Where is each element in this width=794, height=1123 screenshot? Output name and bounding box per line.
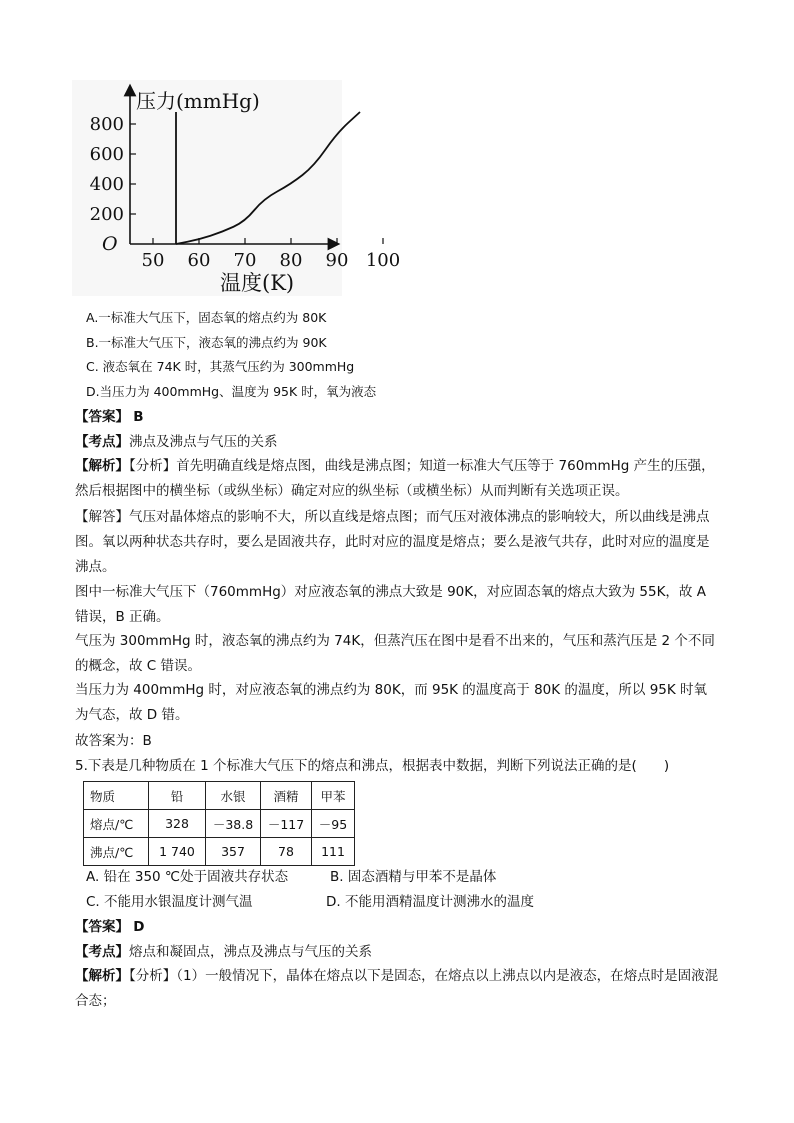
answer-value: B (133, 409, 144, 425)
table-cell: －117 (261, 810, 312, 838)
q4-answer (75, 407, 144, 427)
fenxi-text: （1）一般情况下，晶体在熔点以下是固态，在熔点以上沸点以内是液态，在熔点时是固液混合态； (75, 968, 719, 1009)
table-cell: 沸点/℃ (84, 838, 149, 866)
kaodian-tag: 【考点】 (75, 944, 129, 960)
kaodian-text: 熔点和凝固点，沸点及沸点与气压的关系 (129, 944, 372, 960)
q4-option-a: A.一标准大气压下，固态氧的熔点约为 80K (86, 310, 327, 325)
table-cell: 水银 (206, 782, 261, 810)
q5-kaodian (75, 942, 372, 962)
x-tick-label: 60 (187, 250, 211, 271)
jieda-tag: 【解答】 (75, 509, 129, 525)
q4-solution (75, 505, 720, 580)
q4-option-b: B.一标准大气压下，液态氧的沸点约为 90K (86, 335, 327, 350)
q4-paragraph-2: 图中一标准大气压下（760mmHg）对应液态氧的沸点大致是 90K，对应固态氧的熔点大致为 55K，故 A 错误，B 正确。 (75, 584, 706, 625)
fenxi-tag: 【分析】 (129, 968, 177, 984)
fenxi-tag: 【分析】 (129, 458, 177, 474)
x-tick-label: 80 (279, 250, 303, 271)
table-header-row (84, 782, 355, 810)
table-cell: 328 (149, 810, 206, 838)
q5-option-b: B. 固态酒精与甲苯不是晶体 (330, 869, 497, 885)
q4-option-d: D.当压力为 400mmHg、温度为 95K 时，氧为液态 (86, 384, 377, 399)
x-tick-label: 100 (365, 250, 401, 271)
table-cell: －95 (312, 810, 355, 838)
answer-value: D (133, 919, 145, 935)
chart-svg (72, 80, 401, 296)
table-cell: 酒精 (261, 782, 312, 810)
table-cell: 熔点/℃ (84, 810, 149, 838)
fenxi-text: 首先明确直线是熔点图，曲线是沸点图；知道一标准大气压等于 760mmHg 产生的压强，然后根据图中的横坐标（或纵坐标）确定对应的纵坐标（或横坐标）从而判断有关选项正误。 (75, 458, 715, 499)
q5-stem: 5.下表是几种物质在 1 个标准大气压下的熔点和沸点，根据表中数据，判断下列说法正确的是( ) (75, 758, 670, 774)
melting-boiling-table (83, 781, 355, 866)
pressure-temperature-chart (72, 80, 401, 296)
q5-option-a: A. 铅在 350 ℃处于固液共存状态 (86, 869, 289, 885)
table-cell: 铅 (149, 782, 206, 810)
q4-option-c: C. 液态氧在 74K 时，其蒸气压约为 300mmHg (86, 359, 355, 374)
table-cell: 物质 (84, 782, 149, 810)
table-cell: －38.8 (206, 810, 261, 838)
table-row (84, 838, 355, 866)
jiexi-tag: 【解析】 (75, 968, 129, 984)
jieda-text: 气压对晶体熔点的影响不大，所以直线是熔点图；而气压对液体沸点的影响较大，所以曲线是沸点图。氧以两种状态共存时，要么是固液共存，此时对应的温度是熔点；要么是液气共存，此时对应的温度是沸点。 (75, 509, 710, 575)
y-axis-label: 压力(mmHg) (136, 89, 260, 113)
table-cell: 78 (261, 838, 312, 866)
table-cell: 甲苯 (312, 782, 355, 810)
boiling-point-curve (176, 112, 360, 244)
q4-kaodian (75, 432, 278, 452)
q5-answer (75, 917, 145, 937)
q5-option-d: D. 不能用酒精温度计测沸水的温度 (326, 894, 534, 910)
y-tick-label: 600 (89, 144, 124, 165)
table-cell: 1 740 (149, 838, 206, 866)
x-tick-label: 90 (325, 250, 349, 271)
q4-final-answer: 故答案为：B (75, 733, 152, 749)
x-tick-label: 50 (141, 250, 165, 271)
q5-option-c: C. 不能用水银温度计测气温 (86, 894, 253, 910)
kaodian-tag: 【考点】 (75, 434, 129, 450)
origin-label: O (102, 233, 118, 255)
y-tick-label: 200 (89, 204, 124, 225)
table-cell: 357 (206, 838, 261, 866)
q4-paragraph-3: 气压为 300mmHg 时，液态氧的沸点约为 74K，但蒸汽压在图中是看不出来的，气压和蒸汽压是 2 个不同的概念，故 C 错误。 (75, 633, 715, 674)
answer-tag: 【答案】 (75, 919, 129, 935)
kaodian-text: 沸点及沸点与气压的关系 (129, 434, 278, 450)
table-row (84, 810, 355, 838)
x-axis-label: 温度(K) (220, 271, 295, 295)
y-tick-label: 400 (89, 174, 124, 195)
q5-analysis (75, 964, 720, 1014)
x-tick-label: 70 (233, 250, 257, 271)
q4-analysis (75, 454, 720, 504)
jiexi-tag: 【解析】 (75, 458, 129, 474)
table-cell: 111 (312, 838, 355, 866)
answer-tag: 【答案】 (75, 409, 129, 425)
q4-paragraph-4: 当压力为 400mmHg 时，对应液态氧的沸点约为 80K，而 95K 的温度高于 80K 的温度，所以 95K 时氧为气态，故 D 错。 (75, 682, 708, 723)
y-tick-label: 800 (89, 114, 124, 135)
